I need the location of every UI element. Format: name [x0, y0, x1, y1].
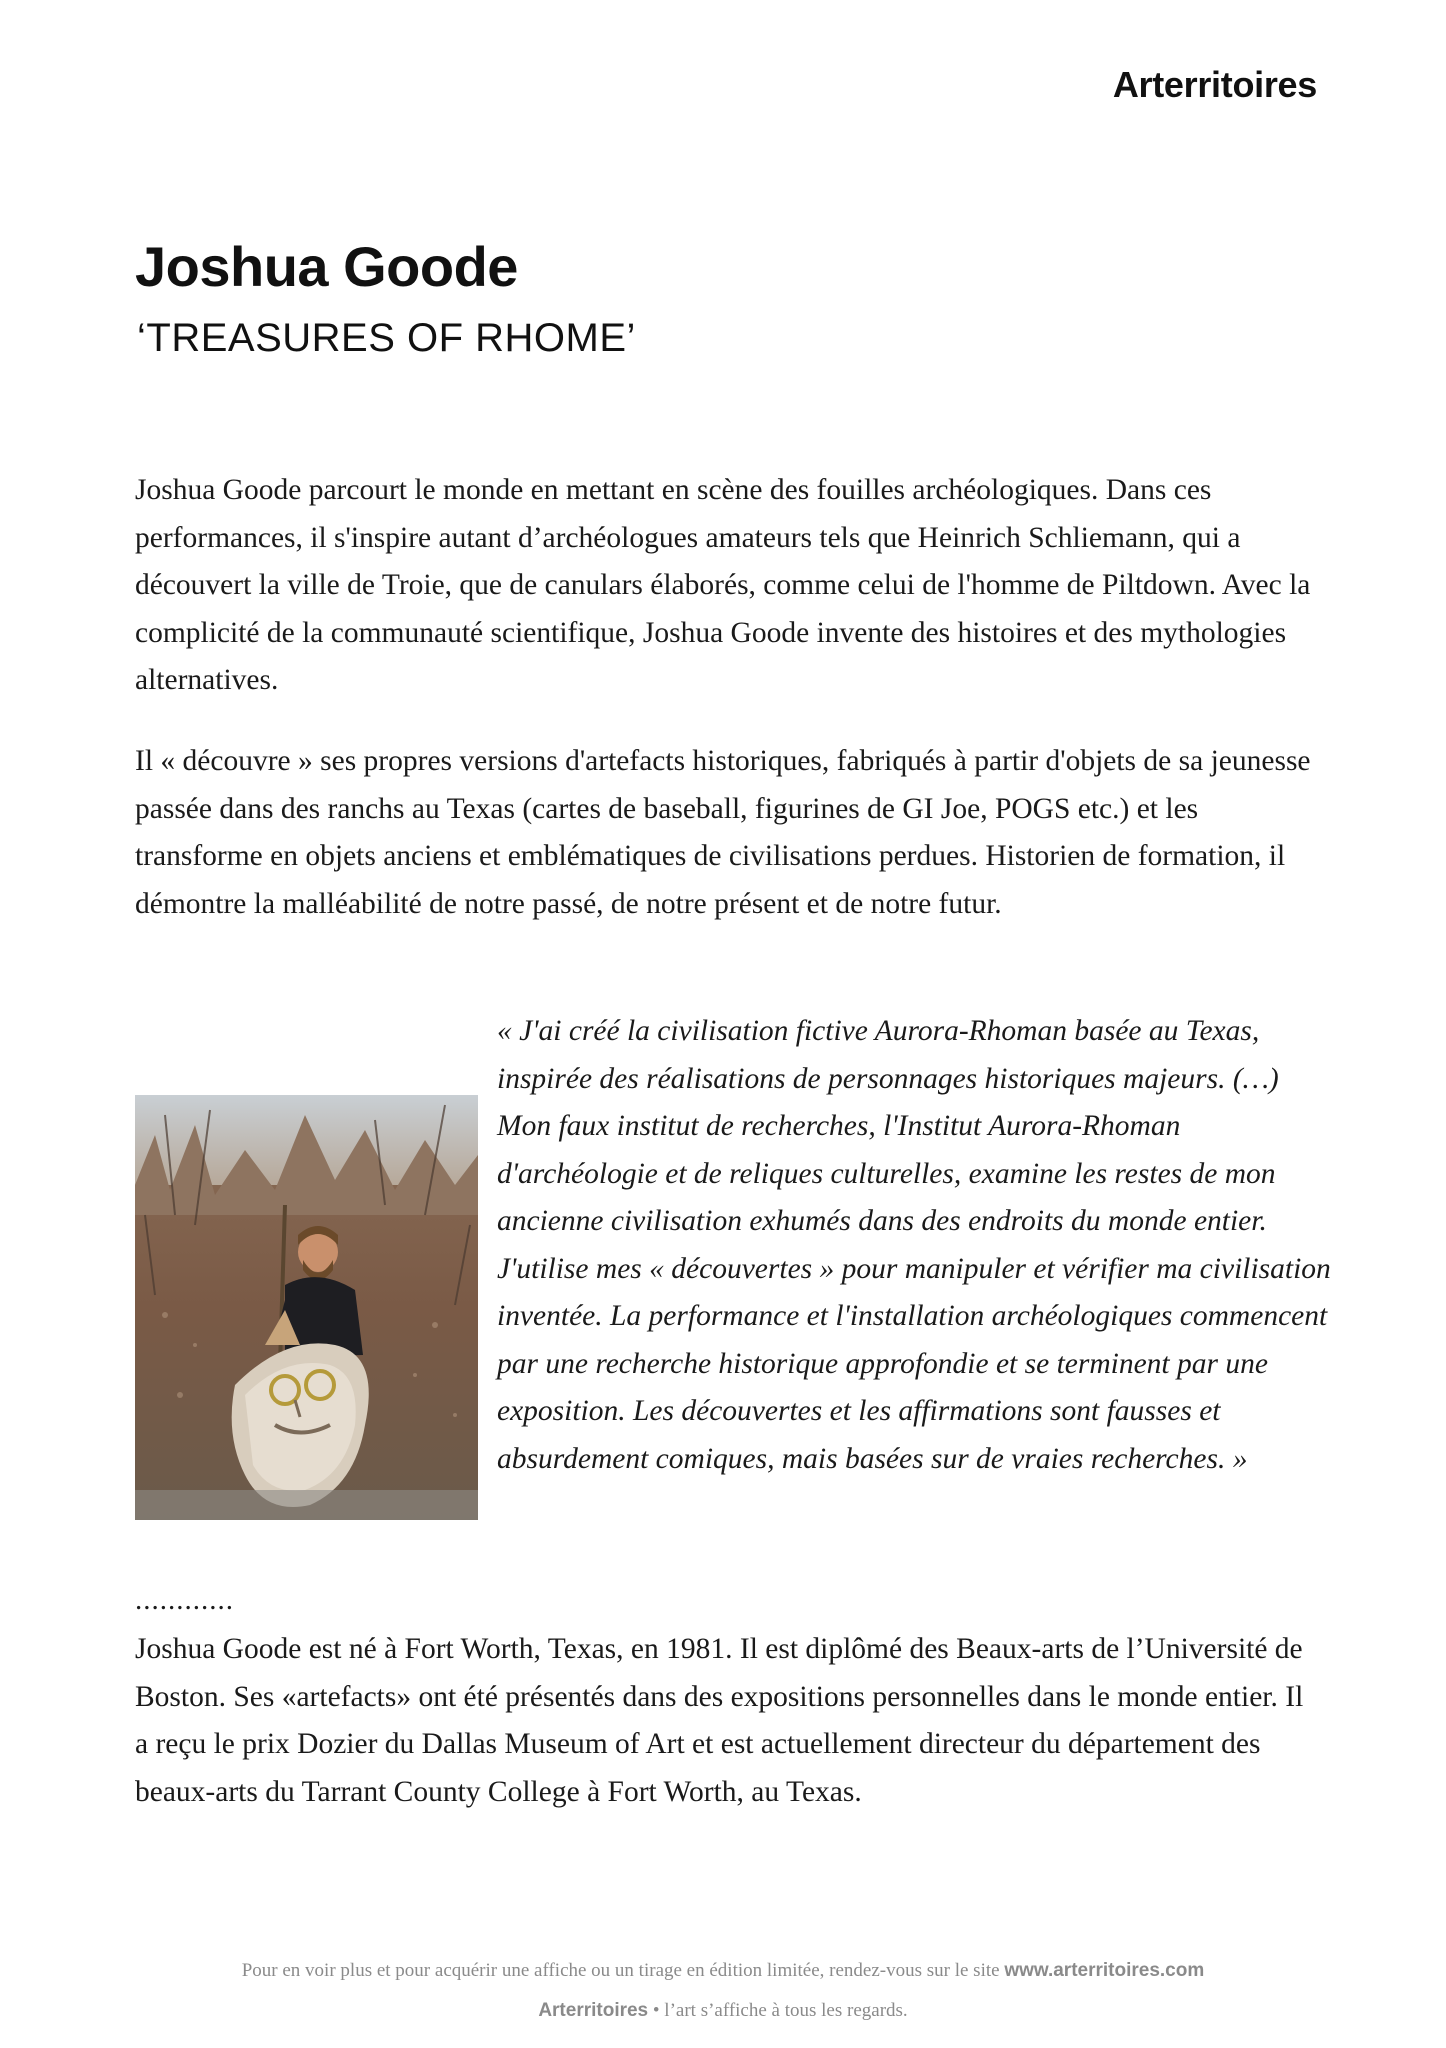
intro-paragraph-2: Il « découvre » ses propres versions d'artefacts historiques, fabriqués à partir d'objets de sa jeunesse passée dans des ranchs au Texas (cartes de baseball, figurines de GI Joe, POGS etc.) et les transforme en objets anciens et emblématiques de civilisations perdues. Historien de formation, il démontre la malléabilité de notre passé, de notre présent et de notre futur. [135, 745, 1311, 920]
footer-text: Pour en voir plus et pour acquérir une affiche ou un tirage en édition limitée, rendez-vous sur le site [241, 1960, 1005, 1981]
footer-info [0, 1960, 1446, 1982]
artist-name: Joshua Goode [135, 235, 518, 298]
footer-tagline [0, 2000, 1446, 2022]
series-title: ‘TREASURES OF RHOME’ [137, 316, 636, 360]
biography-paragraph: Joshua Goode est né à Fort Worth, Texas, en 1981. Il est diplômé des Beaux-arts de l’Université de Boston. Ses «artefacts» ont été présentés dans des expositions personnelles dans le monde entier. Il a reçu le prix Dozier du Dallas Museum of Art et est actuellement directeur du département des beaux-arts du Tarrant County College à Fort Worth, au Texas. [135, 1633, 1304, 1808]
footer-brand: Arterritoires [538, 2000, 649, 2021]
tagline-text: • l’art s’affiche à tous les regards. [648, 2000, 908, 2021]
artist-quote: « J'ai créé la civilisation fictive Aurora-Rhoman basée au Texas, inspirée des réalisations de personnages historiques majeurs. (…) Mon faux institut de recherches, l'Institut Aurora-Rhoman d'archéologie et de reliques culturelles, examine les restes de mon ancienne civilisation exhumés dans des endroits du monde entier. J'utilise mes « découvertes » pour manipuler et vérifier ma civilisation inventée. La performance et l'installation archéologiques commencent par une recherche historique approfondie et se terminent par une exposition. Les découvertes et les affirmations sont fausses et absurdement comiques, mais basées sur de vraies recherches. » [497, 1015, 1331, 1475]
artist-photo [135, 1095, 478, 1520]
section-separator: ............ [135, 1584, 234, 1616]
brand-logo: Arterritoires [1112, 64, 1317, 105]
website-link[interactable]: www.arterritoires.com [1004, 1960, 1205, 1981]
intro-paragraph-1: Joshua Goode parcourt le monde en mettant en scène des fouilles archéologiques. Dans ces performances, il s'inspire autant d’archéologues amateurs tels que Heinrich Schliemann, qui a découvert la ville de Troie, que de canulars élaborés, comme celui de l'homme de Piltdown. Avec la complicité de la communauté scientifique, Joshua Goode invente des histoires et des mythologies alternatives. [135, 474, 1311, 696]
